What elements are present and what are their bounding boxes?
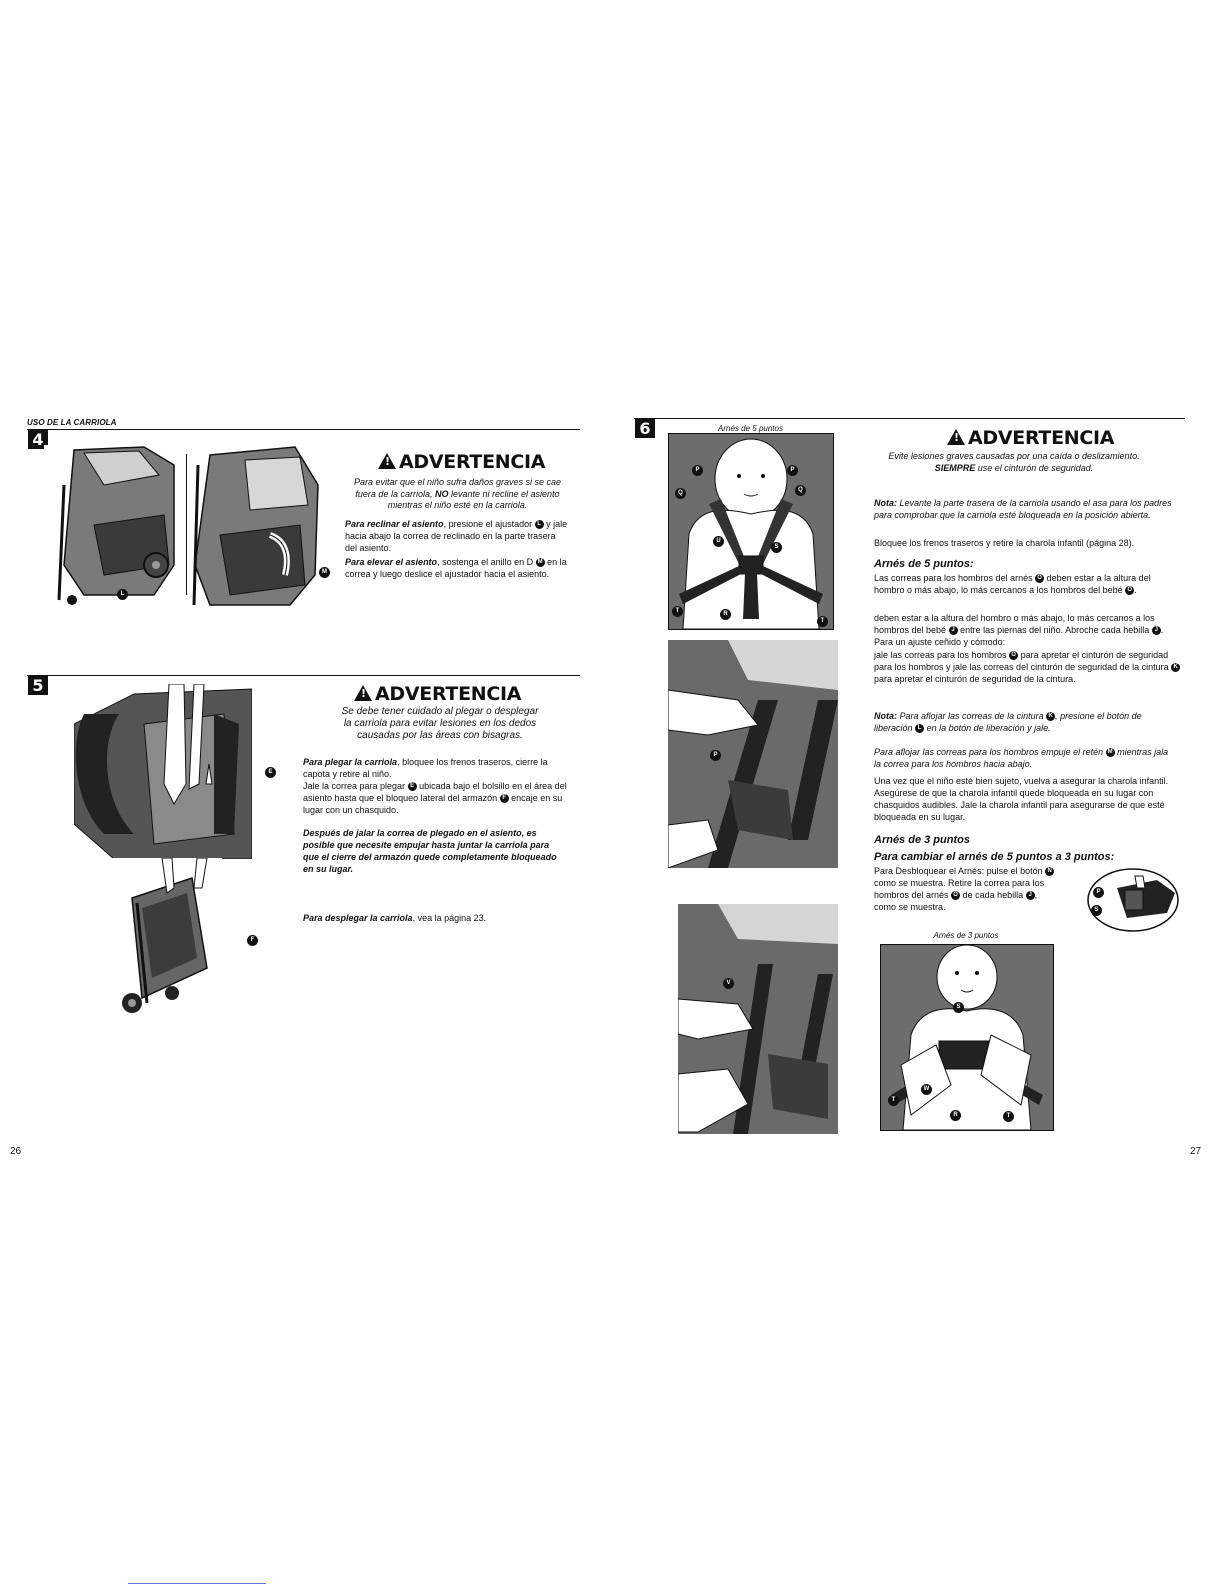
callout-J-inline: J [1152,626,1161,635]
warning-heading-5: !ADVERTENCIA [354,683,521,705]
callout-S-3pt: S [953,1002,964,1013]
callout-M-inline: M [1107,749,1113,756]
recline-illustration-right [190,445,320,607]
callout-E-inline: E [408,782,417,791]
callout-P-right: P [787,465,798,476]
section-header: USO DE LA CARRIOLA [27,418,117,427]
three-point-harness-illustration [880,944,1054,1131]
callout-P-detail: P [1093,887,1104,898]
step-number-5: 5 [28,676,48,695]
figure-divider [186,454,187,595]
section-5-rule [27,675,580,676]
callout-M-inline: M [537,559,543,566]
unfold-reference: Para desplegar la carriola, vea la página 23. [303,913,487,923]
step-number-6: 6 [635,419,655,438]
recline-illustration-left [44,445,184,607]
header-rule [27,429,580,430]
figure-caption-5pt: Arnés de 5 puntos [718,424,783,433]
figure-caption-3pt: Arnés de 3 puntos [933,931,999,940]
callout-U: U [713,536,724,547]
nota-loosen-waist: Nota: Para aflojar las correas de la cintura K , presione el botón de liberación L en la botón de liberación y jale. [874,711,1142,733]
callout-inline: J [949,626,958,635]
five-point-p3: jale las correas para los hombros O para apretar el cinturón de seguridad para los hombros y jale las correas del cinturón de seguridad de la cintura K para apretar el cinturón de seguridad de la cintura. [874,649,1184,685]
warning-text-4: Para evitar que el niño sufra daños graves si se cae fuera de la carriola, NO levante ni recline el asiento mientras el niño esté en la carriola. [353,477,562,510]
page-number-left: 26 [10,1146,22,1157]
bottom-link-underline [128,1583,266,1584]
warning-heading-6: !ADVERTENCIA [947,427,1114,449]
callout-T-right: T [817,616,828,627]
callout-O-inline: O [1035,574,1044,583]
warning-text-6: Evite lesiones graves causadas por una caída o deslizamiento. SIEMPRE use el cinturón de seguridad. [888,451,1140,473]
nota-lift: Nota: Levante la parte trasera de la carriola usando el asa para los padres para comprobar que la carriola esté bloqueada en la posición abierta. [874,498,1172,520]
callout-F-inline: F [500,794,509,803]
callout-S: S [771,542,782,553]
fold-strap-illustration [74,684,252,859]
warning-text-5: Se debe tener cuidado al plegar o desplegar la carriola para evitar lesiones en los dedos causadas por las áreas con bisagras. [341,706,539,741]
warning-icon [378,453,396,469]
folded-stroller-illustration [112,858,222,1020]
warning-icon [947,429,965,445]
five-point-harness-illustration [668,433,834,630]
fold-note: Después de jalar la correa de plegado en el asiento, es posible que necesite empujar hasta juntar la carriola para que el cierre del armazón quede completamente bloqueado en su lugar. [303,828,557,874]
heading-3pt: Arnés de 3 puntos [874,834,970,846]
callout-J-inline: J [1026,891,1035,900]
callout-E: E [265,767,276,778]
callout-T-left: T [672,606,683,617]
secure-tray-text: Una vez que el niño esté bien sujeto, vuelva a asegurar la charola infantil. Asegúrese de que la charola infantil quede bloqueada en su lugar con chasquidos audibles. Jale la charola infantil para asegurarse de que esté bloqueada en su lugar. [874,776,1169,822]
callout-T-3pt-right: T [1003,1111,1014,1122]
heading-5pt: Arnés de 5 puntos: [874,558,974,570]
five-point-p1: Las correas para los hombros del arnés O deben estar a la altura del hombro o más abajo, lo más cercanos a los hombros del bebé O . [874,573,1151,595]
shoulder-strap-illustration [668,640,838,868]
callout-N-inline: N [1045,867,1054,876]
callout-L-inline: L [535,520,544,529]
callout-R-3pt: R [950,1110,961,1121]
callout-F: F [247,935,258,946]
callout-W: W [921,1084,932,1095]
callout-M: M [319,567,330,578]
callout-P-shoulder: P [710,750,721,761]
callout-K-inline: K [1046,712,1055,721]
callout-O-inline: O [1009,651,1018,660]
waist-strap-illustration [678,904,838,1134]
fold-instructions: Para plegar la carriola, bloquee los frenos traseros, cierre la capota y retire al niño. Jale la correa para plegar E ubicada bajo el bolsillo en el área del asiento hasta que el bloqueo lateral del armazón F encaje en su lugar con un chasquido. [303,757,567,815]
callout-Q-left: Q [675,488,686,499]
page-number-right: 27 [1190,1146,1202,1157]
five-point-p2: deben estar a la altura del hombro o más abajo, lo más cercanos a los hombros del bebé J entre las piernas del niño. Abroche cada hebilla J . Para un ajuste ceñido y cómodo: [874,613,1164,647]
buckle-detail-illustration [1087,868,1180,932]
brakes-text: Bloquee los frenos traseros y retire la charola infantil (página 28). [874,538,1135,548]
callout-T-3pt-left: T [888,1095,899,1106]
warning-heading-4: !ADVERTENCIA [378,451,545,473]
callout-S-detail: S [1091,905,1102,916]
callout-L: L [117,589,128,600]
callout-K-inline: K [1171,663,1180,672]
callout-P-left: P [692,465,703,476]
callout-Q-right: Q [795,485,806,496]
callout-R: R [720,609,731,620]
loosen-shoulder: Para aflojar las correas para los hombros empuje el retén M mientras jala la correa para los hombros hacia abajo. [874,747,1169,769]
callout-V: V [723,978,734,989]
heading-change: Para cambiar el arnés de 5 puntos a 3 puntos: [874,851,1115,863]
warning-icon [354,685,372,701]
unlock-instructions: Para Desbloquear el Arnés: pulse el botón N como se muestra. Retire la correa para los hombros del arnés O de cada hebilla J , como se muestra. [874,865,1064,913]
callout-L-inline: L [915,724,924,733]
section-6-rule [634,418,1185,419]
recline-instructions: Para reclinar el asiento, presione el ajustador L y jale hacia abajo la correa de reclinado en la parte trasera del asiento. Para elevar el asiento, sostenga el anillo en D M en la correa y luego deslice el ajustador hacia el asiento. [345,519,568,579]
callout-O-inline: O [951,891,960,900]
callout-O-inline: O [1125,586,1134,595]
step-number-4: 4 [28,430,48,449]
